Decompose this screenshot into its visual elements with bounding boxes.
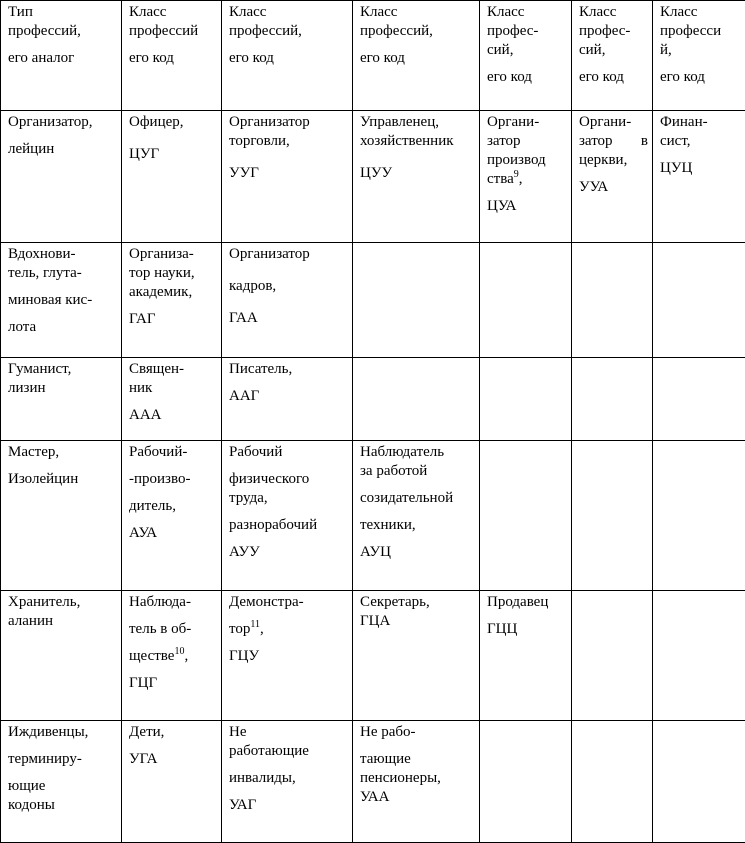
empty-cell [653, 358, 745, 441]
footnote-marker: 10 [174, 646, 184, 657]
empty-cell [480, 243, 572, 358]
profession-cell: Не работающие инвалиды, УАГ [222, 721, 353, 843]
profession-cell: Наблюдатель за работой созидательной техники, АУЦ [353, 441, 480, 591]
profession-cell: Секретарь, ГЦА [353, 591, 480, 721]
profession-cell: Священ- ник ААА [122, 358, 222, 441]
type-cell: Иждивенцы, терминиру- ющие кодоны [1, 721, 122, 843]
empty-cell [572, 358, 653, 441]
profession-cell: Организа- тор науки, академик, ГАГ [122, 243, 222, 358]
profession-cell: Не рабо- тающие пенсионеры, УАА [353, 721, 480, 843]
empty-cell [480, 441, 572, 591]
empty-cell [572, 243, 653, 358]
profession-cell: Финан- сист, ЦУЦ [653, 111, 745, 243]
profession-cell: Управленец, хозяйственник ЦУУ [353, 111, 480, 243]
profession-cell: Писатель, ААГ [222, 358, 353, 441]
type-cell: Гуманист, лизин [1, 358, 122, 441]
footnote-marker: 11 [250, 619, 260, 630]
empty-cell [653, 243, 745, 358]
profession-cell: Органи- затор в церкви, УУА [572, 111, 653, 243]
profession-cell: Демонстра- тор$^{11}$, ГЦУ [222, 591, 353, 721]
profession-cell: Органи- затор производ ства$^9$, ЦУА [480, 111, 572, 243]
profession-cell: Организатор торговли, УУГ [222, 111, 353, 243]
footnote-marker: 9 [514, 169, 519, 180]
table-row [1, 358, 745, 441]
profession-cell: Продавец ГЦЦ [480, 591, 572, 721]
header-cell-class-1: Класс профессий его код [122, 1, 222, 111]
header-row [1, 1, 745, 111]
header-cell-class-2: Класс профессий, его код [222, 1, 353, 111]
header-cell-class-3: Класс профессий, его код [353, 1, 480, 111]
empty-cell [653, 441, 745, 591]
profession-cell: Офицер, ЦУГ [122, 111, 222, 243]
profession-cell: Рабочий физического труда, разнорабочий АУУ [222, 441, 353, 591]
profession-cell: Дети, УГА [122, 721, 222, 843]
empty-cell [653, 721, 745, 843]
table-row [1, 591, 745, 721]
profession-cell: Рабочий- -произво- дитель, АУА [122, 441, 222, 591]
type-cell: Мастер, Изолейцин [1, 441, 122, 591]
table-row [1, 441, 745, 591]
table-row [1, 721, 745, 843]
type-cell: Организатор, лейцин [1, 111, 122, 243]
empty-cell [572, 591, 653, 721]
profession-cell: Организатор кадров, ГАА [222, 243, 353, 358]
header-cell-class-4: Класс профес- сий, его код [480, 1, 572, 111]
empty-cell [572, 721, 653, 843]
header-cell-class-6: Класс професси й, его код [653, 1, 745, 111]
empty-cell [572, 441, 653, 591]
empty-cell [353, 358, 480, 441]
type-cell: Хранитель, аланин [1, 591, 122, 721]
empty-cell [353, 243, 480, 358]
empty-cell [480, 721, 572, 843]
table-row [1, 111, 745, 243]
header-cell-type: Тип профессий, его аналог [1, 1, 122, 111]
type-cell: Вдохнови- тель, глута- миновая кис- лота [1, 243, 122, 358]
table-row [1, 243, 745, 358]
profession-cell: Наблюда- тель в об- ществе$^{10}$, ГЦГ [122, 591, 222, 721]
empty-cell [480, 358, 572, 441]
header-cell-class-5: Класс профес- сий, его код [572, 1, 653, 111]
empty-cell [653, 591, 745, 721]
